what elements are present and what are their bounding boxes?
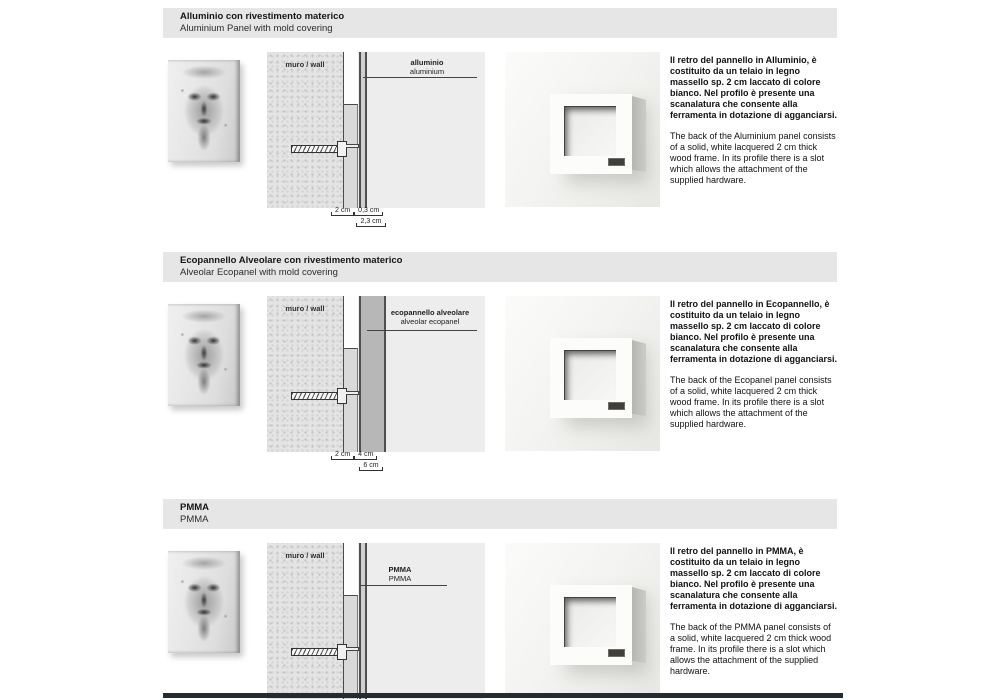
wall-section-diagram	[267, 52, 485, 208]
leader-line	[363, 77, 477, 78]
panel-label-italian: alluminio	[410, 58, 444, 67]
wall-panel-gap	[344, 52, 358, 104]
frame-opening	[564, 597, 616, 647]
section-pmma	[163, 499, 837, 700]
slot-icon	[346, 647, 359, 651]
screw-icon	[291, 145, 339, 153]
wall-section-diagram	[267, 543, 485, 699]
product-photo	[505, 543, 660, 698]
dimension-frame: 2 cm	[331, 207, 354, 216]
description-english: The back of the PMMA panel consists of a solid, white lacquered 2 cm thick wood frame. In its profile there is a slot which allows the attachment of the supplied hardware.	[670, 622, 832, 677]
page-bottom-rule	[163, 693, 843, 698]
leader-line	[367, 330, 477, 331]
section-body	[163, 296, 837, 452]
panel-label-italian: PMMA	[388, 565, 412, 574]
wall-panel-gap	[344, 543, 358, 595]
description-italian: Il retro del pannello in Alluminio, è costituito da un telaio in legno massello sp. 2 cm laccato di colore bianco. Nel profilo è presente una scanalatura che consente alla ferramenta in dotazione di agganciarsi.	[670, 55, 838, 120]
section-title-italian: PMMA	[180, 502, 210, 513]
panel-material-label	[363, 565, 437, 583]
description-english: The back of the Aluminium panel consists of a solid, white lacquered 2 cm thick wood frame. In its profile there is a slot which allows the attachment of the supplied hardware.	[670, 131, 836, 186]
panel-label-english: alveolar ecopanel	[400, 317, 460, 326]
dimension-row	[331, 451, 411, 460]
dimension-total: 6 cm	[359, 462, 382, 471]
section-title-italian: Ecopannello Alveolare con rivestimento materico	[180, 255, 403, 266]
product-photo	[505, 52, 660, 207]
wall-hatch	[267, 296, 344, 452]
section-body	[163, 52, 837, 208]
dimension-labels	[331, 451, 411, 471]
dimension-labels	[331, 207, 411, 227]
section-title-english: Alveolar Ecopanel with mold covering	[180, 267, 338, 278]
materic-artwork-thumbnail	[168, 551, 240, 653]
wall-label: muro / wall	[285, 551, 325, 560]
slot-icon	[346, 391, 359, 395]
panel-material-label	[375, 308, 485, 326]
section-header	[163, 8, 837, 38]
screw-icon	[291, 648, 339, 656]
description-italian: Il retro del pannello in PMMA, è costituito da un telaio in legno massello sp. 2 cm laccato di colore bianco. Nel profilo è presente una scanalatura che consente alla ferramenta in dotazione di agganciarsi.	[670, 546, 838, 611]
panel-label-italian: ecopannello alveolare	[390, 308, 470, 317]
section-header	[163, 499, 837, 529]
wall-panel-gap	[344, 296, 358, 348]
dimension-skin: 4 cm	[354, 451, 377, 460]
frame-back-photo	[550, 94, 632, 174]
wall-hatch	[267, 52, 344, 208]
section-body	[163, 543, 837, 699]
description-english: The back of the Ecopanel panel consists of a solid, white lacquered 2 cm thick wood frame. In its profile there is a slot which allows the attachment of the supplied hardware.	[670, 375, 832, 430]
frame-side-face	[632, 96, 646, 172]
frame-plaque	[608, 402, 625, 410]
description-italian: Il retro del pannello in Ecopannello, è costituito da un telaio in legno massello sp. 2 cm laccato di colore bianco. Nel profilo è presente una scanalatura che consente alla ferramenta in dotazione di agganciarsi.	[670, 299, 838, 364]
materic-artwork-thumbnail	[168, 304, 240, 406]
frame-back-photo	[550, 338, 632, 418]
description-block	[670, 55, 838, 186]
wall-section-diagram	[267, 296, 485, 452]
wall-hatch	[267, 543, 344, 699]
panel-material-label	[377, 58, 477, 76]
frame-side-face	[632, 340, 646, 416]
aluminium-skin-strip	[359, 52, 367, 208]
dimension-frame: 2 cm	[331, 451, 354, 460]
leader-line	[359, 585, 447, 586]
frame-plaque	[608, 649, 625, 657]
product-photo	[505, 296, 660, 451]
description-block	[670, 299, 838, 430]
materic-artwork-thumbnail	[168, 60, 240, 162]
slot-icon	[346, 144, 359, 148]
section-header	[163, 252, 837, 282]
section-title-english: Aluminium Panel with mold covering	[180, 23, 333, 34]
frame-opening	[564, 106, 616, 156]
frame-plaque	[608, 158, 625, 166]
section-ecopannello	[163, 252, 837, 492]
dimension-row-total	[331, 218, 411, 227]
dimension-row	[331, 207, 411, 216]
dimension-total: 2,3 cm	[356, 218, 385, 227]
dimension-row-total	[331, 462, 411, 471]
section-title-italian: Alluminio con rivestimento materico	[180, 11, 345, 22]
section-alluminio	[163, 8, 837, 248]
panel-label-english: aluminium	[409, 67, 445, 76]
wall-label: muro / wall	[285, 304, 325, 313]
wall-label: muro / wall	[285, 60, 325, 69]
dimension-skin: 0,3 cm	[354, 207, 383, 216]
description-block	[670, 546, 838, 677]
panel-label-english: PMMA	[388, 574, 412, 583]
section-title-english: PMMA	[180, 514, 209, 525]
frame-back-photo	[550, 585, 632, 665]
frame-opening	[564, 350, 616, 400]
screw-icon	[291, 392, 339, 400]
frame-side-face	[632, 587, 646, 663]
